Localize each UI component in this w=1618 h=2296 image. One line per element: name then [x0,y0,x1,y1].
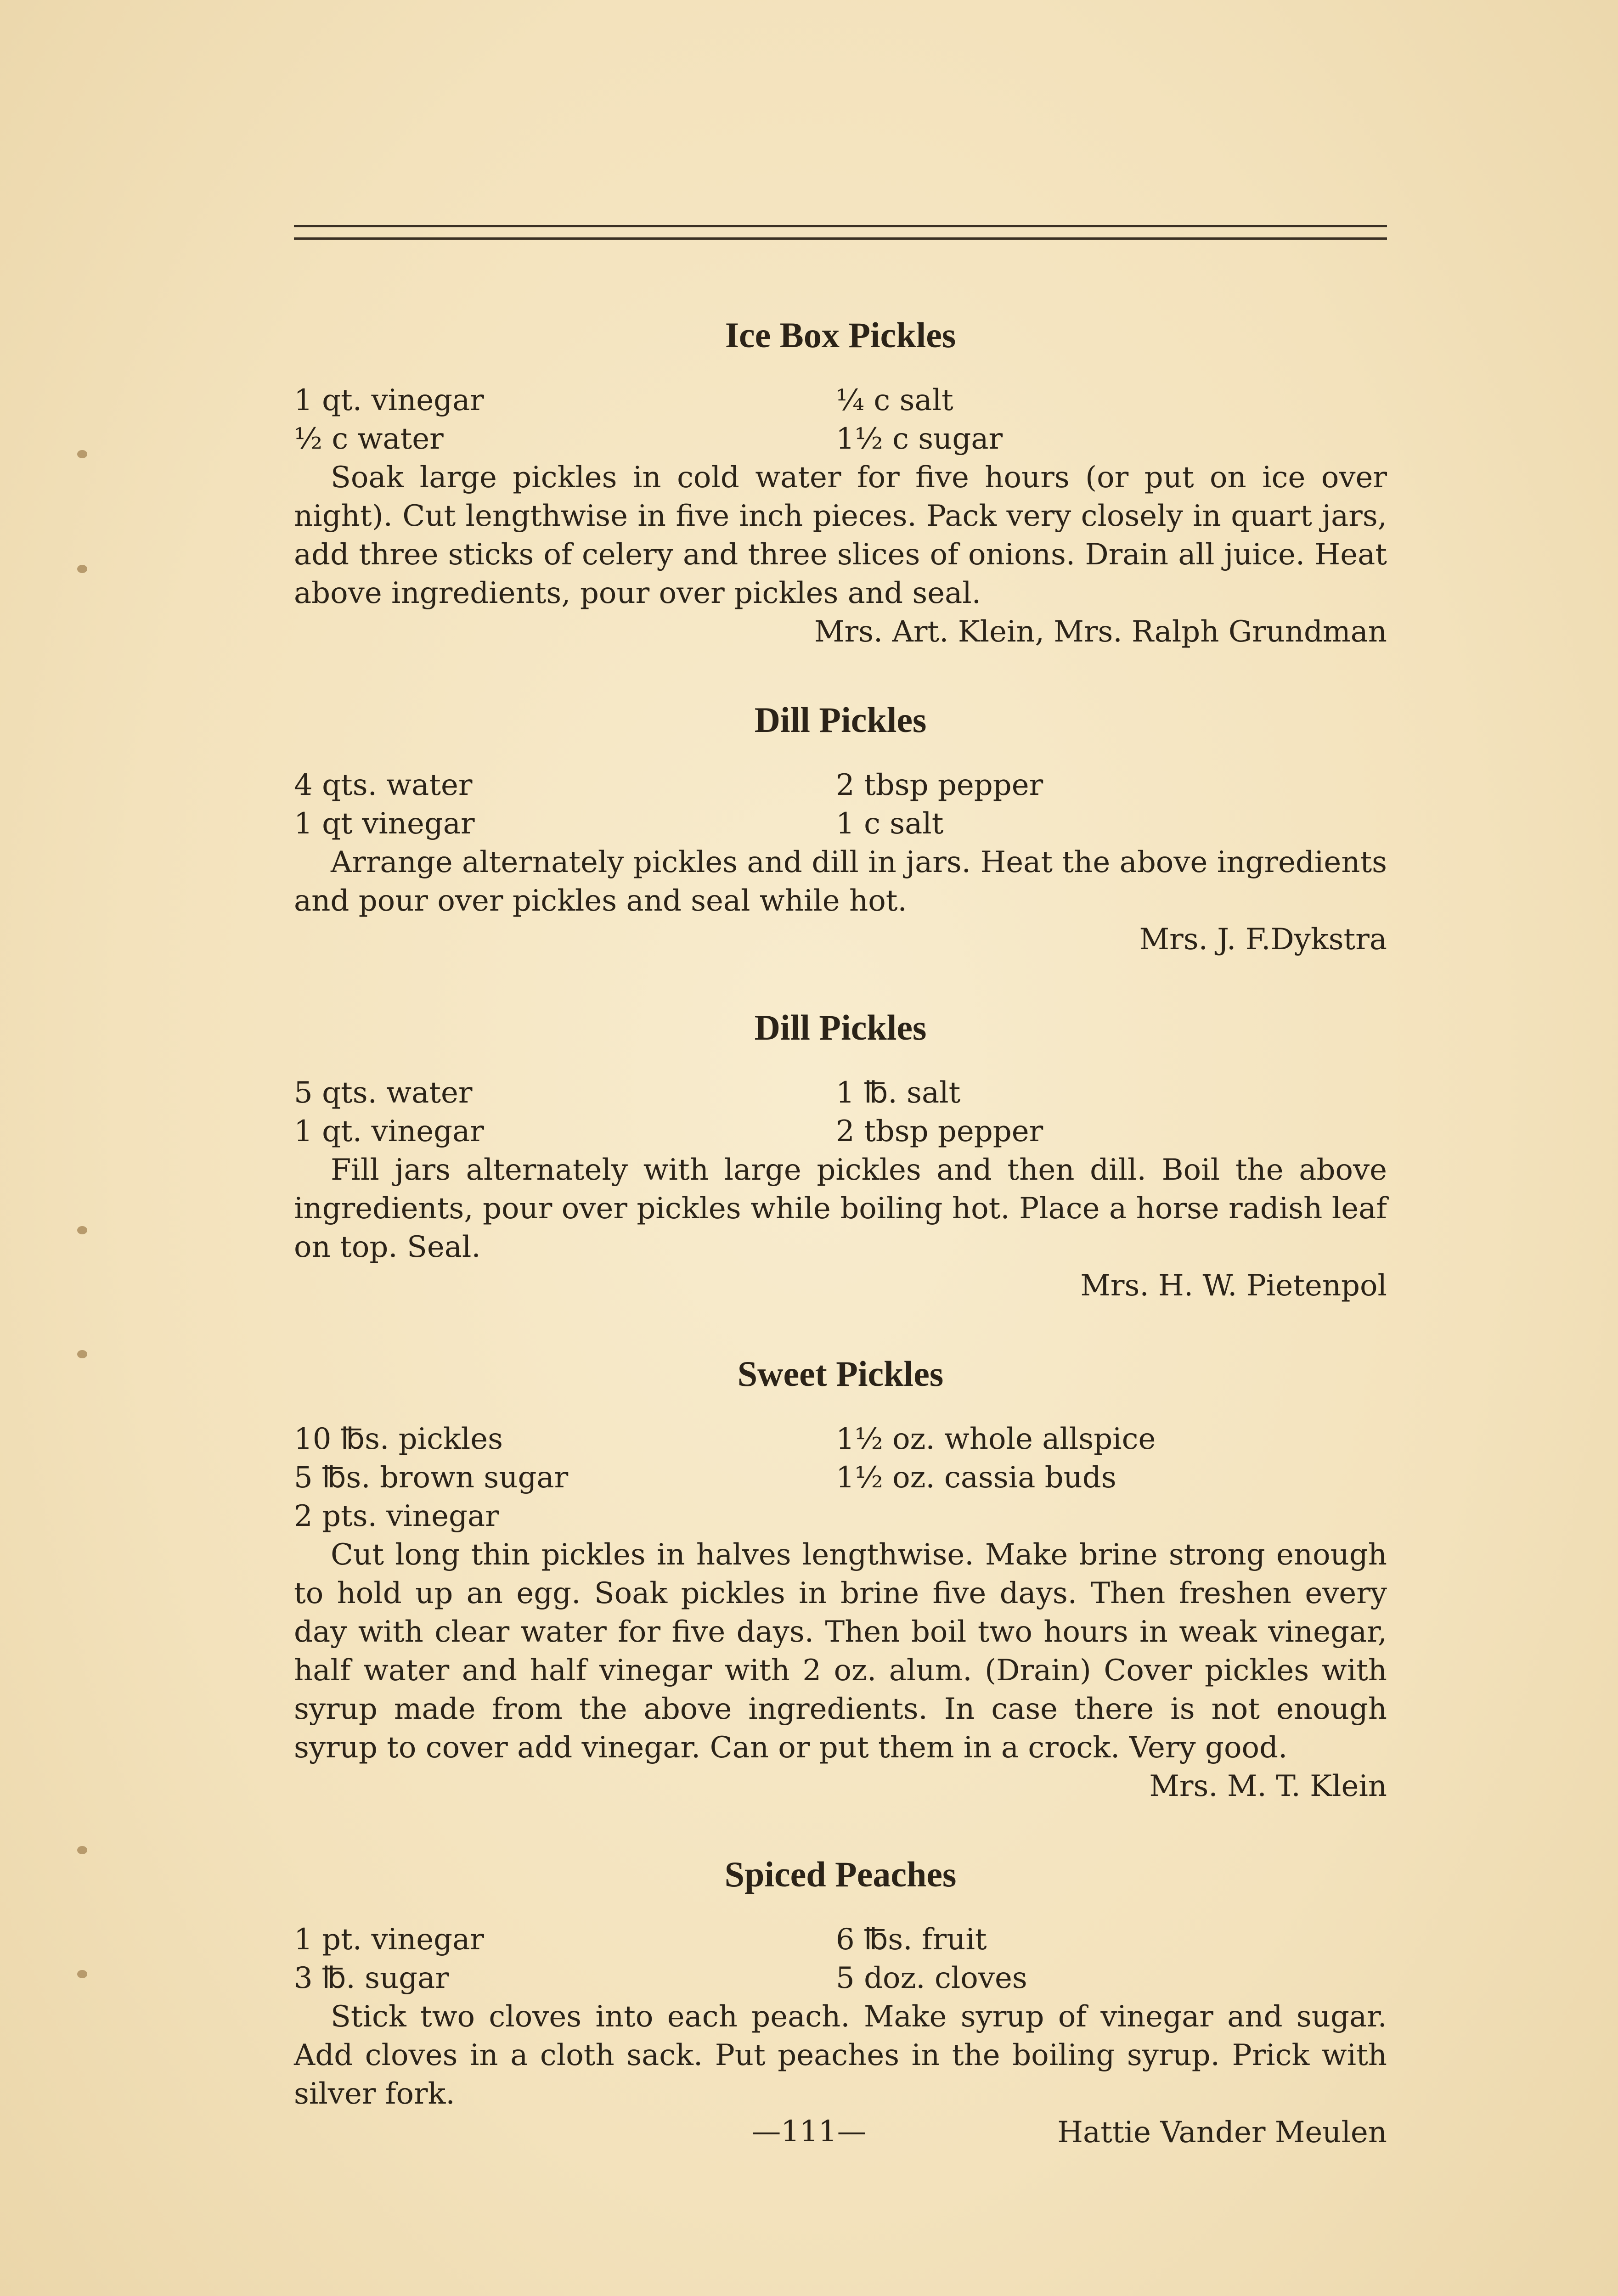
recipe-title: Spiced Peaches [724,1854,957,1894]
recipe-author: Mrs. J. F.Dykstra [1139,923,1387,957]
recipe-sweet-pickles [294,1351,1387,1806]
ingredient-list [294,381,1387,458]
binding-hole [77,1350,87,1358]
recipe-method: Stick two cloves into each peach. Make syrup of vinegar and sugar. Add cloves in a cloth sack. Put peaches in the boiling syrup. Prick with silver fork. [294,2000,1387,2111]
ingredient: 1 qt. vinegar [294,1114,484,1148]
recipe-method: Arrange alternately pickles and dill in jars. Heat the above ingredients and pour over pickles and seal while hot. [294,845,1387,918]
binding-hole [77,1970,87,1978]
ingredient: 1 qt. vinegar [294,383,484,417]
ingredient: 1½ c sugar [836,422,1003,456]
ingredient: 5 qts. water [294,1076,473,1110]
ingredient: ¼ c salt [836,383,953,417]
binding-hole [77,450,87,458]
ingredient: 1 pt. vinegar [294,1923,484,1957]
ingredient: 2 pts. vinegar [294,1499,499,1533]
ingredient: 5 doz. cloves [836,1961,1027,1995]
ingredient-list [294,1420,1387,1536]
ingredient: 6 ℔s. fruit [836,1923,987,1957]
binding-hole [77,565,87,573]
ingredient: 2 tbsp pepper [836,768,1043,802]
ingredient: 2 tbsp pepper [836,1114,1043,1148]
ingredient: 1 qt vinegar [294,807,475,841]
recipe-title: Dill Pickles [754,700,927,740]
recipe-dill-pickles-1 [294,697,1387,959]
recipe-method: Soak large pickles in cold water for five hours (or put on ice over night). Cut lengthwise in five inch pieces. Pack very closely in quart jars, add three sticks of celery and three slices of onions. Drain all juice. Heat above ingredients, pour over pickles and seal. [294,461,1387,610]
ingredient: 1½ oz. cassia buds [836,1461,1116,1495]
recipe-author: Hattie Vander Meulen [1057,2116,1387,2150]
recipe-title: Dill Pickles [754,1007,927,1047]
ingredient-list [294,1920,1387,1998]
recipe-author: Mrs. H. W. Pietenpol [1080,1269,1387,1303]
ingredient-list [294,766,1387,843]
recipe-spiced-peaches [294,1851,1387,2152]
page-number: —111— [751,2115,867,2149]
recipe-method: Fill jars alternately with large pickles and then dill. Boil the above ingredients, pour over pickles while boiling hot. Place a horse radish leaf on top. Seal. [294,1153,1387,1264]
ingredient: 1½ oz. whole allspice [836,1422,1156,1456]
ingredient: 1 c salt [836,807,944,841]
ingredient: 5 ℔s. brown sugar [294,1461,569,1495]
recipe-ice-box-pickles [294,312,1387,651]
ingredient: 1 ℔. salt [836,1076,961,1110]
ingredient: 3 ℔. sugar [294,1961,449,1995]
header-rule [294,225,1387,240]
recipe-list [294,312,1387,2152]
recipe-title: Sweet Pickles [737,1354,944,1394]
recipe-author: Mrs. Art. Klein, Mrs. Ralph Grundman [814,615,1387,649]
recipe-method: Cut long thin pickles in halves lengthwise. Make brine strong enough to hold up an egg. Soak pickles in brine five days. Then freshen every day with clear water for five days. Then boil two hours in weak vinegar, half water and half vinegar with 2 oz. alum. (Drain) Cover pickles with syrup made from the above ingredients. In case there is not enough syrup to cover add vinegar. Can or put them in a crock. Very good. [294,1538,1387,1765]
ingredient-list [294,1074,1387,1151]
ingredient: 4 qts. water [294,768,473,802]
binding-hole [77,1226,87,1234]
binding-hole [77,1846,87,1854]
ingredient: ½ c water [294,422,444,456]
recipe-author: Mrs. M. T. Klein [1149,1769,1387,1803]
ingredient: 10 ℔s. pickles [294,1422,503,1456]
recipe-title: Ice Box Pickles [725,315,956,355]
recipe-dill-pickles-2 [294,1005,1387,1305]
